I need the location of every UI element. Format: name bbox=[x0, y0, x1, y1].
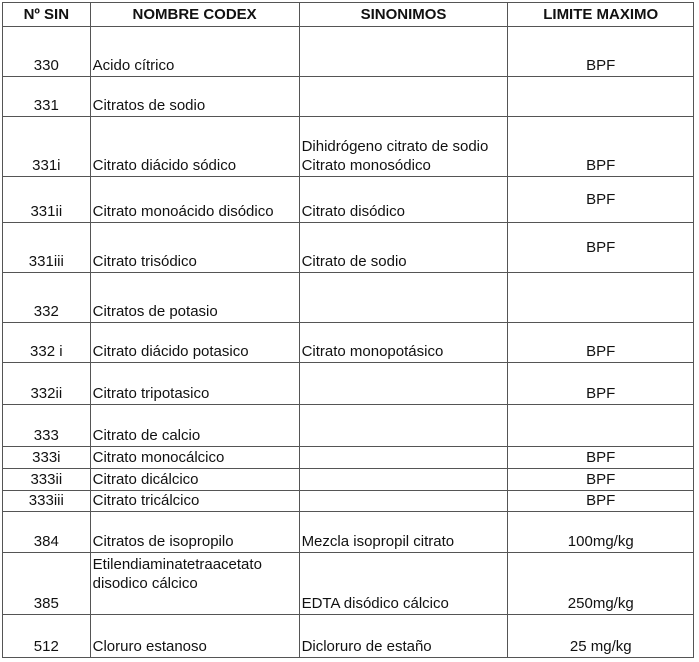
limite-maximo: 25 mg/kg bbox=[508, 615, 694, 658]
sin-number: 384 bbox=[3, 512, 91, 553]
table-row bbox=[3, 223, 694, 273]
header-nombre-codex: NOMBRE CODEX bbox=[90, 3, 299, 27]
additives-table bbox=[2, 2, 694, 658]
sinonimo: Mezcla isopropil citrato bbox=[301, 533, 455, 550]
table-row bbox=[3, 27, 694, 77]
limite-maximo: BPF bbox=[508, 223, 694, 273]
sinonimos-cell bbox=[299, 323, 508, 363]
sinonimo: Citrato monopotásico bbox=[301, 343, 444, 360]
limite-maximo: 250mg/kg bbox=[508, 553, 694, 615]
sinonimos-cell bbox=[299, 469, 508, 491]
sinonimos-cell bbox=[299, 177, 508, 223]
sinonimo: Dicloruro de estaño bbox=[301, 638, 432, 655]
nombre-codex: Citrato monocálcico bbox=[90, 447, 299, 469]
nombre-codex: Citratos de isopropilo bbox=[90, 512, 299, 553]
sin-number: 333ii bbox=[3, 469, 91, 491]
nombre-codex: Citratos de potasio bbox=[90, 273, 299, 323]
sinonimos-cell bbox=[299, 27, 508, 77]
limite-maximo: BPF bbox=[508, 469, 694, 491]
sinonimos-cell bbox=[299, 363, 508, 405]
limite-maximo bbox=[508, 273, 694, 323]
sin-number: 333 bbox=[3, 405, 91, 447]
sinonimo: Citrato monosódico bbox=[301, 157, 431, 174]
limite-maximo bbox=[508, 77, 694, 117]
sin-number: 332 i bbox=[3, 323, 91, 363]
nombre-codex: Citrato dicálcico bbox=[90, 469, 299, 491]
limite-maximo: BPF bbox=[508, 27, 694, 77]
limite-maximo: BPF bbox=[508, 363, 694, 405]
limite-maximo: BPF bbox=[508, 323, 694, 363]
sinonimos-cell bbox=[299, 405, 508, 447]
nombre-codex: Citrato trisódico bbox=[90, 223, 299, 273]
nombre-codex: Citrato monoácido disódico bbox=[90, 177, 299, 223]
sin-number: 331i bbox=[3, 117, 91, 177]
sinonimos-cell bbox=[299, 273, 508, 323]
limite-maximo: BPF bbox=[508, 117, 694, 177]
sinonimos-cell bbox=[299, 553, 508, 615]
sin-number: 333i bbox=[3, 447, 91, 469]
nombre-codex: Citratos de sodio bbox=[90, 77, 299, 117]
sinonimo: EDTA disódico cálcico bbox=[301, 595, 449, 612]
table-row bbox=[3, 117, 694, 177]
sin-number: 331 bbox=[3, 77, 91, 117]
sinonimos-cell bbox=[299, 223, 508, 273]
table-row bbox=[3, 363, 694, 405]
header-sin: Nº SIN bbox=[3, 3, 91, 27]
limite-maximo: BPF bbox=[508, 491, 694, 512]
sinonimos-cell bbox=[299, 512, 508, 553]
limite-maximo: 100mg/kg bbox=[508, 512, 694, 553]
table-row bbox=[3, 553, 694, 615]
nombre-codex: Cloruro estanoso bbox=[90, 615, 299, 658]
sinonimo: Citrato de sodio bbox=[301, 253, 407, 270]
limite-maximo: BPF bbox=[508, 177, 694, 223]
nombre-codex: Citrato diácido sódico bbox=[90, 117, 299, 177]
sinonimos-cell bbox=[299, 117, 508, 177]
nombre-codex: Etilendiaminatetraacetato disodico cálcico bbox=[90, 553, 299, 615]
sin-number: 332 bbox=[3, 273, 91, 323]
sin-number: 330 bbox=[3, 27, 91, 77]
sinonimos-cell bbox=[299, 77, 508, 117]
table-row bbox=[3, 512, 694, 553]
header-sinonimos: SINONIMOS bbox=[299, 3, 508, 27]
header-limite-maximo: LIMITE MAXIMO bbox=[508, 3, 694, 27]
sin-number: 333iii bbox=[3, 491, 91, 512]
limite-maximo: BPF bbox=[508, 447, 694, 469]
sinonimos-cell bbox=[299, 491, 508, 512]
sin-number: 385 bbox=[3, 553, 91, 615]
header-row bbox=[3, 3, 694, 27]
sinonimos-cell bbox=[299, 615, 508, 658]
table-row bbox=[3, 491, 694, 512]
sin-number: 332ii bbox=[3, 363, 91, 405]
table-row bbox=[3, 405, 694, 447]
table-row bbox=[3, 77, 694, 117]
sin-number: 331ii bbox=[3, 177, 91, 223]
table-row bbox=[3, 273, 694, 323]
table-row bbox=[3, 323, 694, 363]
table-row bbox=[3, 469, 694, 491]
table-row bbox=[3, 615, 694, 658]
limite-maximo bbox=[508, 405, 694, 447]
nombre-codex: Acido cítrico bbox=[90, 27, 299, 77]
table-row bbox=[3, 177, 694, 223]
nombre-codex: Citrato tripotasico bbox=[90, 363, 299, 405]
nombre-codex: Citrato diácido potasico bbox=[90, 323, 299, 363]
sin-number: 331iii bbox=[3, 223, 91, 273]
table-row bbox=[3, 447, 694, 469]
nombre-codex: Citrato de calcio bbox=[90, 405, 299, 447]
nombre-codex: Citrato tricálcico bbox=[90, 491, 299, 512]
sinonimo: Dihidrógeno citrato de sodio bbox=[301, 138, 489, 155]
sinonimos-cell bbox=[299, 447, 508, 469]
sin-number: 512 bbox=[3, 615, 91, 658]
sinonimo: Citrato disódico bbox=[301, 203, 405, 220]
